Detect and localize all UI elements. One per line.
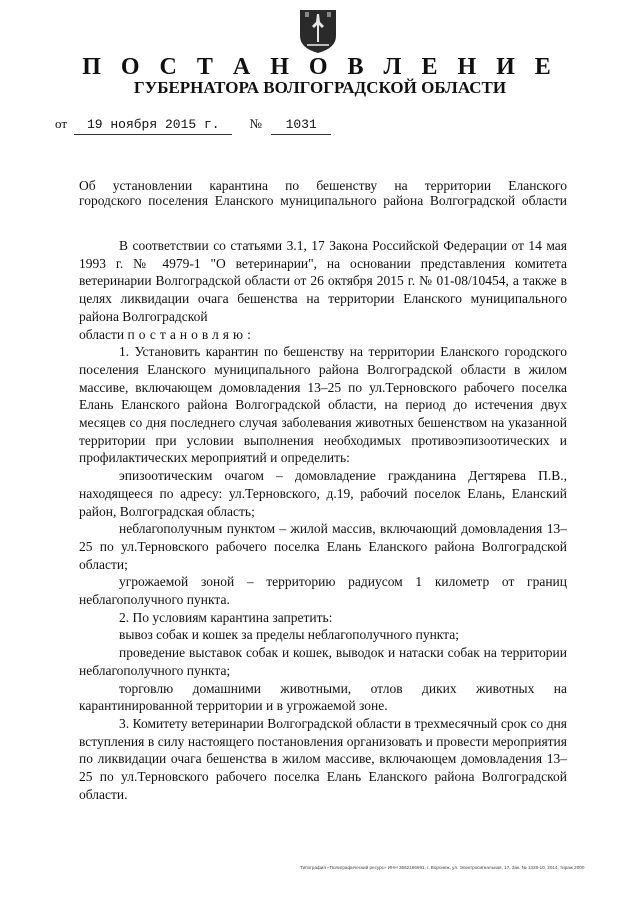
clause-1: 1. Установить карантин по бешенству на территории Еланского городского поселения Еланского муниципального района Волгоградской области в жилом массиве, включающем домовладения 13–25 по ул.Терновского рабочего поселка Елань Еланского района Волгоградской области, на период до истечения двух месяцев со дня последнего случая заболевания животных бешенством на указанной территории при условии выполнения необходимых противоэпизоотических и профилактических мероприятий и определить: xyxy=(79,344,567,466)
preamble-paragraph: В соответствии со статьями 3.1, 17 Закона Российской Федерации от 14 мая 1993 г. № 4979-1 "О ветеринарии", на основании представления комитета ветеринарии Волгоградской области от 26 октября 2015 г. № 01-08/10454, а также в целях ликвидации очага бешенства на территории Еланского муниципального района Волгоградской xyxy=(79,238,567,324)
clause-3: 3. Комитету ветеринарии Волгоградской области в трехмесячный срок со дня вступления в силу настоящего постановления организовать и провести мероприятия по ликвидации очага бешенства в жилом массиве, включающем домовладения 13–25 по ул.Терновского рабочего поселка Елань Еланского района Волгоградской области. xyxy=(79,715,567,802)
number-prefix: № xyxy=(249,116,262,131)
clause-1-threat-zone: угрожаемой зоной – территорию радиусом 1 километр от границ неблагополучного пункта. xyxy=(79,574,567,608)
coat-of-arms-emblem xyxy=(297,8,339,54)
clause-2-item: проведение выставок собак и кошек, выводок и натаски собак на территории неблагополучного пункта; xyxy=(79,645,567,678)
clause-1-focus: эпизоотическим очагом – домовладение гражданина Дегтярева П.В., находящееся по адресу: ул.Терновского, д.19, рабочий поселок Елань, Еланский район, Волгоградская область; xyxy=(79,468,567,519)
preamble-end-word: области xyxy=(79,326,125,342)
decree-word: постановляю: xyxy=(127,326,255,342)
clause-1-unsafe-point: неблагополучным пунктом – жилой массив, включающий домовладения 13–25 по ул.Терновского рабочего поселка Елань Еланского района Волгоградской области; xyxy=(79,521,567,572)
printer-imprint: Типография «Полиграфический ресурс» ИНН 3662166691, г. Воронеж, ул. Электросигнальная, 17, Зак. № 1328-10, 2014, тираж 2000 xyxy=(300,865,585,870)
document-subject xyxy=(79,178,567,208)
document-date: 19 ноября 2015 г. xyxy=(74,116,232,135)
document-body xyxy=(79,237,567,804)
subject-line: городского поселения Еланского муниципального района Волгоградской области xyxy=(79,193,567,208)
clause-2-item: вывоз собак и кошек за пределы неблагополучного пункта; xyxy=(119,627,459,643)
document-type-title: П О С Т А Н О В Л Е Н И Е xyxy=(82,54,558,80)
date-prefix: от xyxy=(55,116,68,131)
date-number-line xyxy=(55,115,331,135)
issuer-title: ГУБЕРНАТОРА ВОЛГОГРАДСКОЙ ОБЛАСТИ xyxy=(133,78,507,97)
clause-2: 2. По условиям карантина запретить: xyxy=(119,609,333,625)
clause-2-item: торговлю домашними животными, отлов диких животных на карантинированной территории и в угрожаемой зоне. xyxy=(79,680,567,714)
document-number: 1031 xyxy=(271,116,331,135)
preamble-ending xyxy=(79,326,567,344)
subject-line: Об установлении карантина по бешенству на территории Еланского xyxy=(79,178,567,193)
